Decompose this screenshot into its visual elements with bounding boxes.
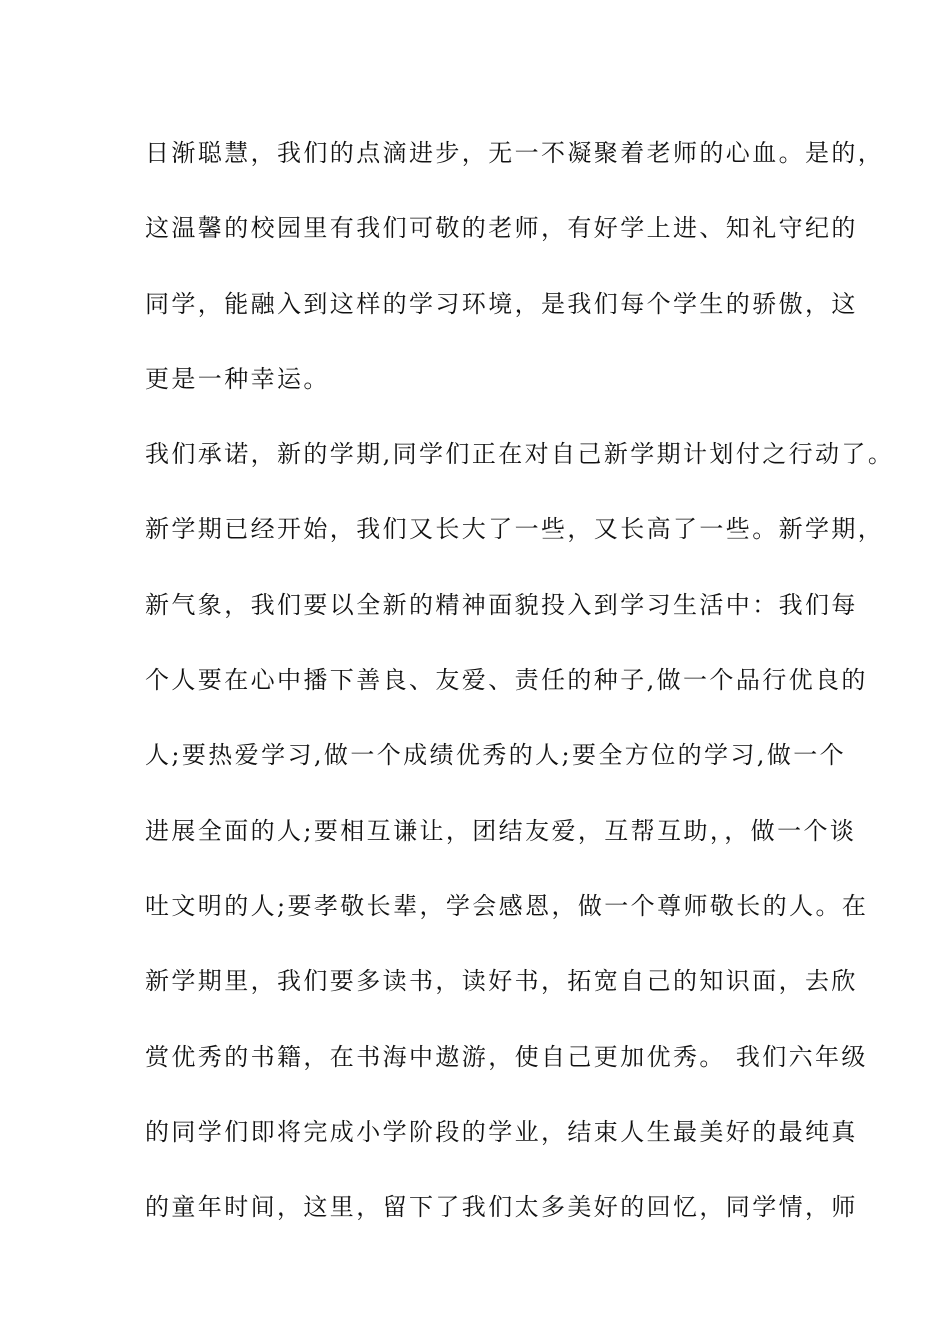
text-line-3: 同学，能融入到这样的学习环境，是我们每个学生的骄傲，这 [145, 289, 858, 318]
text-line-9: 人;要热爱学习,做一个成绩优秀的人;要全方位的学习,做一个 [145, 741, 847, 770]
text-line-2: 这温馨的校园里有我们可敬的老师，有好学上进、知礼守纪的 [145, 214, 858, 243]
text-line-13: 赏优秀的书籍，在书海中遨游，使自己更加优秀。 我们六年级 [145, 1042, 868, 1071]
body-text [145, 128, 895, 1257]
text-line-15: 的童年时间，这里，留下了我们太多美好的回忆，同学情，师 [145, 1193, 858, 1222]
text-line-7: 新气象，我们要以全新的精神面貌投入到学习生活中：我们每 [145, 590, 858, 619]
text-line-6: 新学期已经开始，我们又长大了一些，又长高了一些。新学期， [145, 515, 885, 544]
text-line-8: 个人要在心中播下善良、友爱、责任的种子,做一个品行优良的 [145, 666, 868, 695]
text-line-5: 我们承诺，新的学期,同学们正在对自己新学期计划付之行动了。 [145, 440, 895, 469]
text-line-14: 的同学们即将完成小学阶段的学业，结束人生最美好的最纯真 [145, 1117, 858, 1146]
text-line-1: 日渐聪慧，我们的点滴进步，无一不凝聚着老师的心血。是的， [145, 139, 885, 167]
text-line-4: 更是一种幸运。 [145, 364, 330, 393]
text-line-11: 吐文明的人;要孝敬长辈，学会感恩，做一个尊师敬长的人。在 [145, 891, 869, 920]
text-line-12: 新学期里，我们要多读书，读好书，拓宽自己的知识面，去欣 [145, 967, 858, 996]
text-line-10: 进展全面的人;要相互谦让，团结友爱，互帮互助，，做一个谈 [145, 816, 857, 845]
